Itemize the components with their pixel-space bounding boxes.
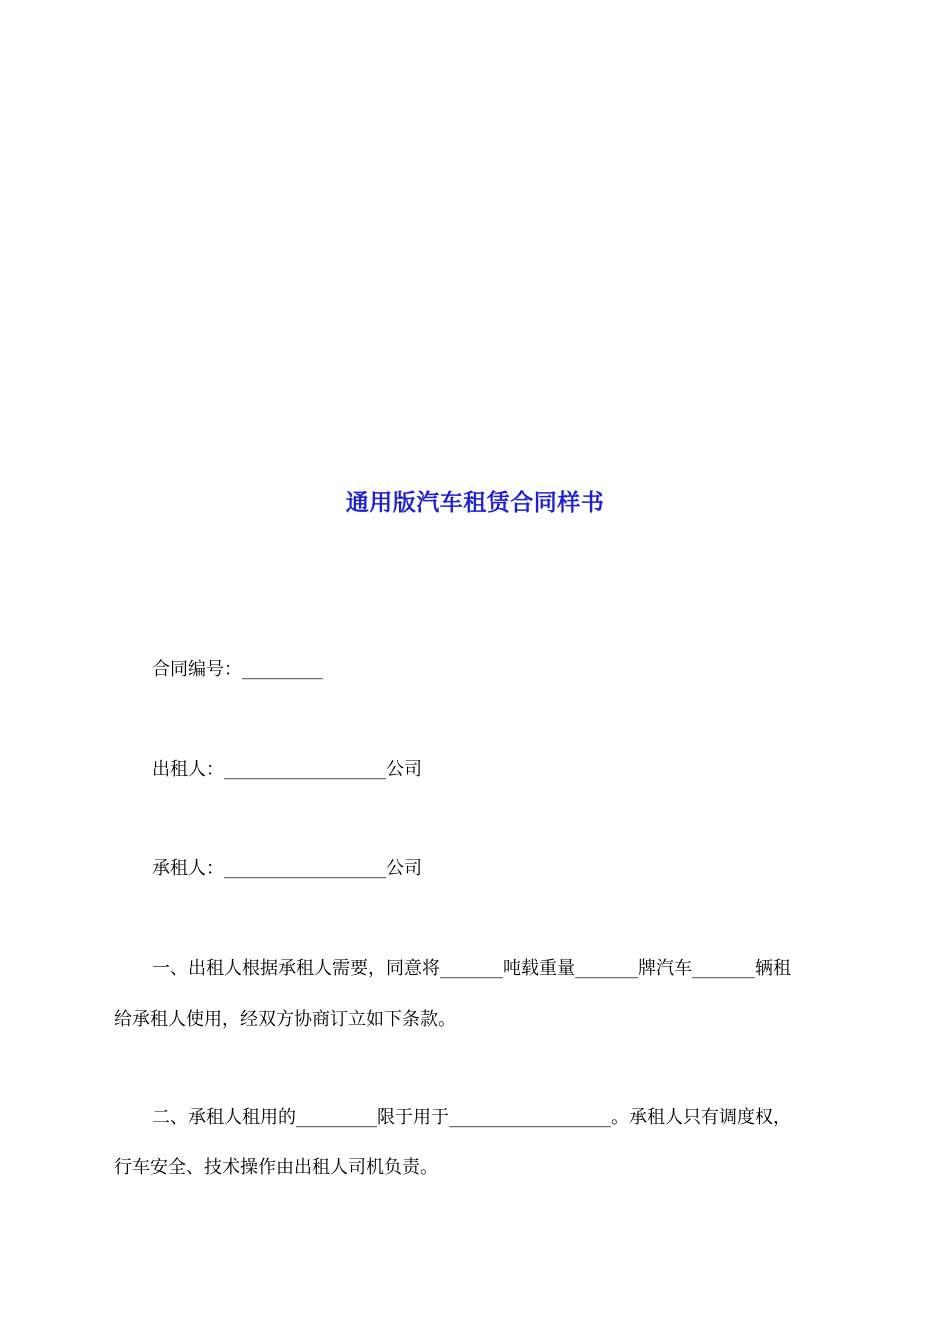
clause-1-line-2: 给承租人使用，经双方协商订立如下条款。 [114,1009,456,1030]
lessee-line: 承租人：__________________公司 [152,858,422,879]
clause-1-line-1: 一、出租人根据承租人需要，同意将_______吨载重量_______牌汽车_______辆租 [152,958,791,979]
clause-2-line-2: 行车安全、技术操作由出租人司机负责。 [114,1157,438,1178]
contract-number: 合同编号：_________ [152,659,323,680]
lessor-line: 出租人：__________________公司 [152,759,422,780]
document-title: 通用版汽车租赁合同样书 [345,489,605,516]
clause-2-line-1: 二、承租人租用的_________限于用于__________________。承租人只有调度权， [152,1107,791,1128]
